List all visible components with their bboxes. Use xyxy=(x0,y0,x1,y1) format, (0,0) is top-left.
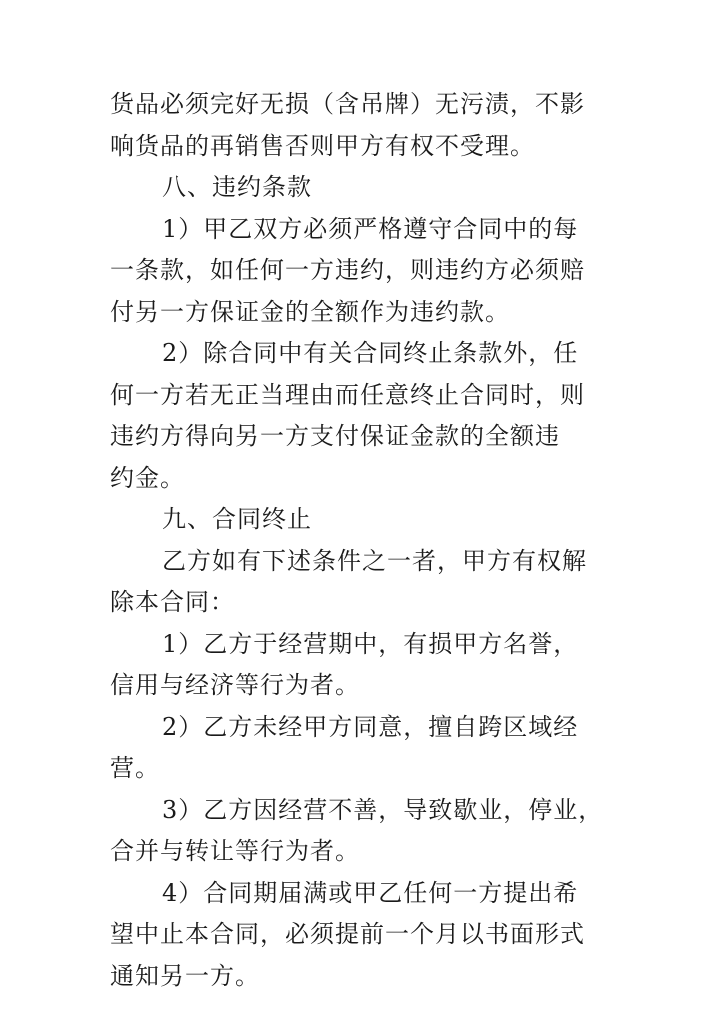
document-body xyxy=(110,84,615,997)
text-line: 货品必须完好无损（含吊牌）无污渍，不影 xyxy=(110,90,585,118)
text-line: 2）除合同中有关合同终止条款外，任 xyxy=(162,339,579,367)
text-line: 八、违约条款 xyxy=(162,173,312,201)
text-line: 2）乙方未经甲方同意，擅自跨区域经 xyxy=(162,712,579,741)
text-line: 乙方如有下述条件之一者，甲方有权解 xyxy=(162,546,587,575)
text-line: 响货品的再销售否则甲方有权不受理。 xyxy=(110,131,535,160)
text-line: 4）合同期届满或甲乙任何一方提出希 xyxy=(162,878,579,907)
text-line: 营。 xyxy=(110,754,160,782)
text-line: 付另一方保证金的全额作为违约款。 xyxy=(110,297,510,326)
text-line: 望中止本合同，必须提前一个月以书面形式 xyxy=(110,920,585,948)
text-line: 违约方得向另一方支付保证金款的全额违 xyxy=(110,422,560,450)
text-line: 1）甲乙双方必须严格遵守合同中的每 xyxy=(162,214,579,243)
text-line: 何一方若无正当理由而任意终止合同时，则 xyxy=(110,380,585,409)
text-line: 约金。 xyxy=(110,463,185,492)
text-line: 一条款，如任何一方违约，则违约方必须赔 xyxy=(110,256,585,284)
text-line: 除本合同： xyxy=(110,588,235,616)
text-line: 3）乙方因经营不善，导致歇业，停业， xyxy=(162,795,604,824)
text-line: 九、合同终止 xyxy=(162,505,312,533)
text-line: 1）乙方于经营期中，有损甲方名誉， xyxy=(162,629,579,658)
text-line: 信用与经济等行为者。 xyxy=(110,671,360,699)
text-line: 合并与转让等行为者。 xyxy=(110,837,360,865)
text-line: 通知另一方。 xyxy=(110,961,260,990)
